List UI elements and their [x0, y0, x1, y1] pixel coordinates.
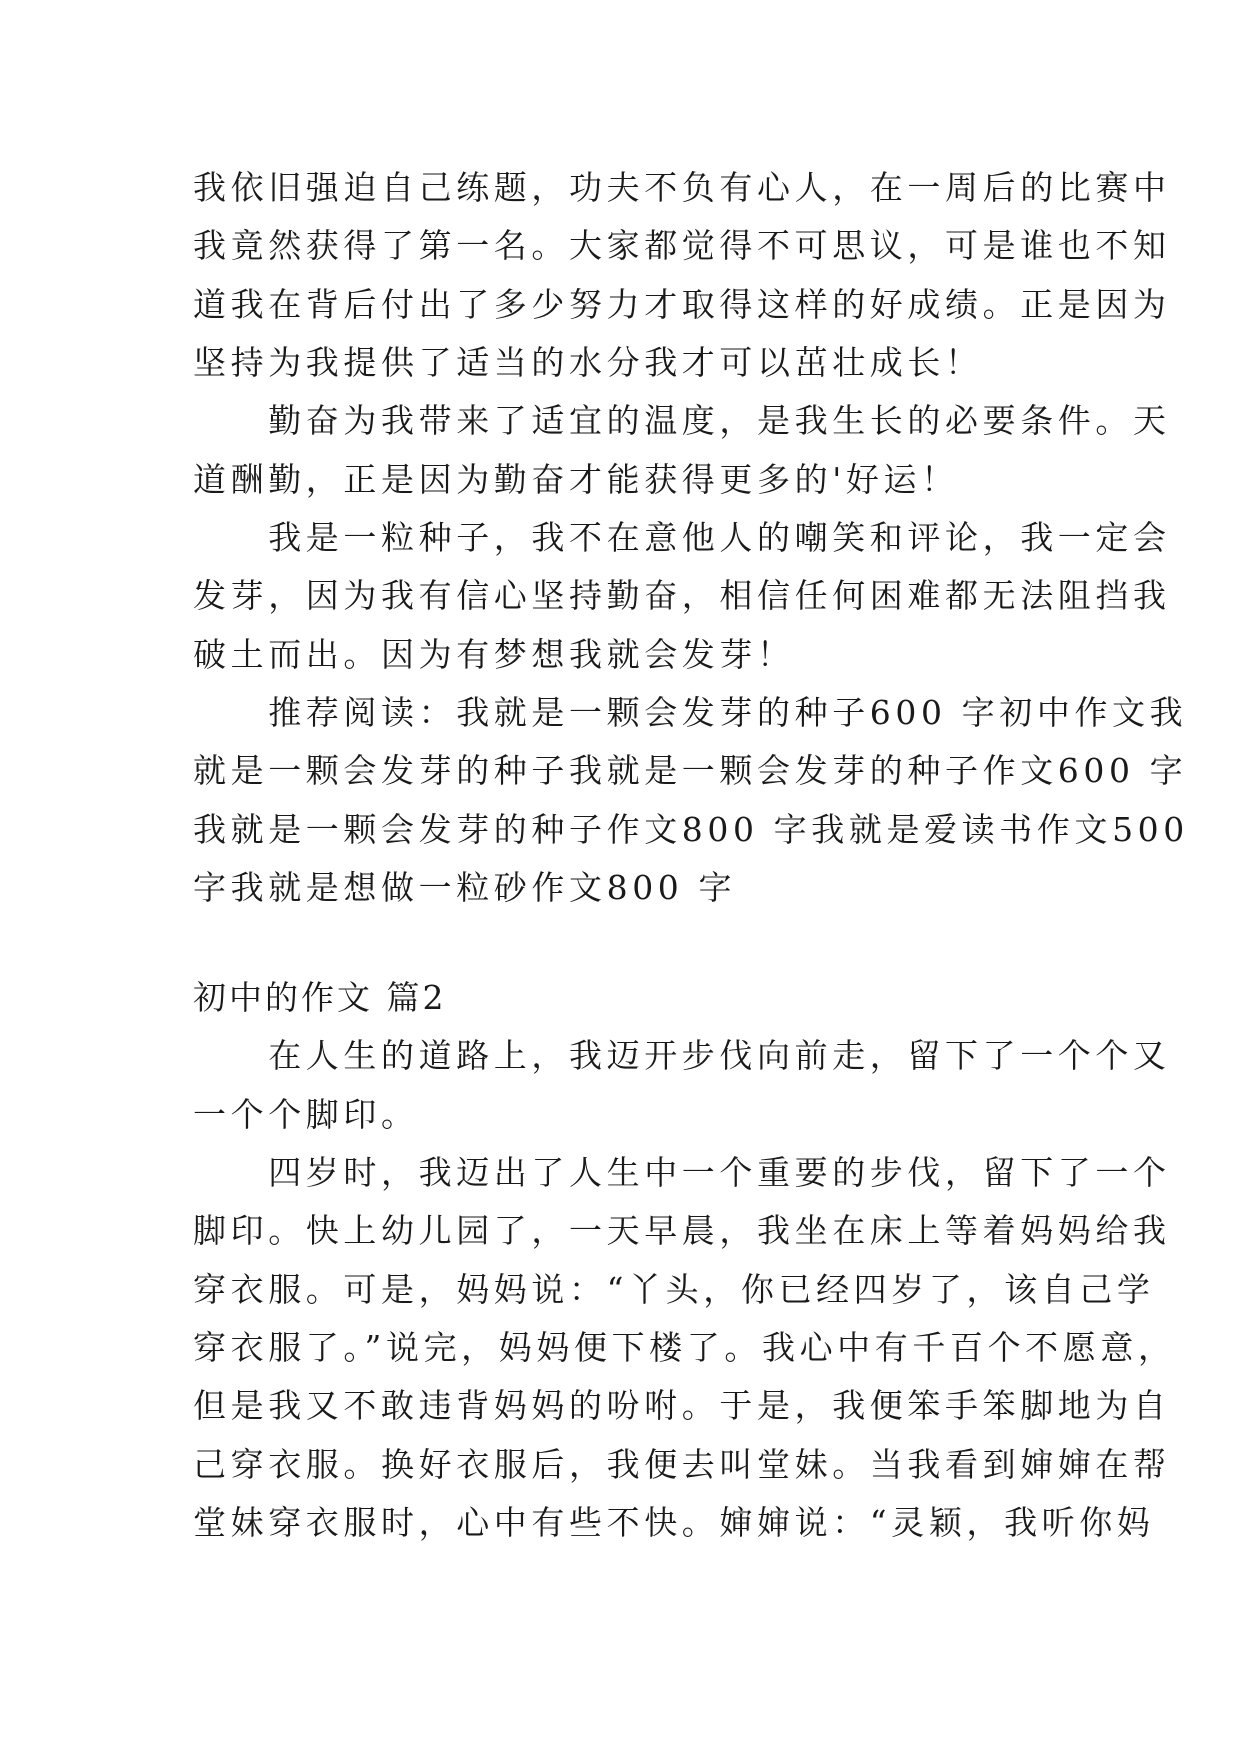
- text-line: 道酬勤，正是因为勤奋才能获得更多的'好运！: [193, 460, 959, 499]
- text-line: 脚印。快上幼儿园了，一天早晨，我坐在床上等着妈妈给我: [193, 1211, 1171, 1250]
- text-line: 我是一粒种子，我不在意他人的嘲笑和评论，我一定会: [193, 518, 1171, 557]
- text-line: 四岁时，我迈出了人生中一个重要的步伐，留下了一个: [193, 1153, 1171, 1192]
- text-line: 道我在背后付出了多少努力才取得这样的好成绩。正是因为: [193, 285, 1171, 324]
- text-line: 破土而出。因为有梦想我就会发芽！: [193, 635, 795, 674]
- text-line: 发芽，因为我有信心坚持勤奋，相信任何困难都无法阻挡我: [193, 576, 1171, 615]
- text-line: 己穿衣服。换好衣服后，我便去叫堂妹。当我看到婶婶在帮: [193, 1445, 1171, 1484]
- text-line: 坚持为我提供了适当的水分我才可以茁壮成长！: [193, 343, 983, 382]
- text-line: 就是一颗会发芽的种子我就是一颗会发芽的种子作文600 字: [193, 751, 1188, 790]
- text-line: 我竟然获得了第一名。大家都觉得不可思议，可是谁也不知: [193, 226, 1171, 265]
- text-line: 在人生的道路上，我迈开步伐向前走，留下了一个个又: [193, 1036, 1171, 1075]
- text-line: 堂妹穿衣服时，心中有些不快。婶婶说：“灵颖，我听你妈: [193, 1503, 1155, 1542]
- text-line: 推荐阅读：我就是一颗会发芽的种子600 字初中作文我: [193, 693, 1188, 732]
- text-line: 穿衣服。可是，妈妈说：“丫头，你已经四岁了，该自己学: [193, 1270, 1155, 1309]
- text-line: 但是我又不敢违背妈妈的吩咐。于是，我便笨手笨脚地为自: [193, 1386, 1171, 1425]
- text-line: 一个个脚印。: [193, 1095, 419, 1134]
- text-line: 字我就是想做一粒砂作文800 字: [193, 868, 737, 907]
- section-heading: 初中的作文 篇2: [193, 978, 447, 1017]
- text-line: 穿衣服了。”说完，妈妈便下楼了。我心中有千百个不愿意，: [193, 1328, 1176, 1367]
- text-line: 勤奋为我带来了适宜的温度，是我生长的必要条件。天: [193, 401, 1171, 440]
- text-line: 我就是一颗会发芽的种子作文800 字我就是爱读书作文500: [193, 810, 1189, 849]
- text-line: 我依旧强迫自己练题，功夫不负有心人，在一周后的比赛中: [193, 168, 1171, 207]
